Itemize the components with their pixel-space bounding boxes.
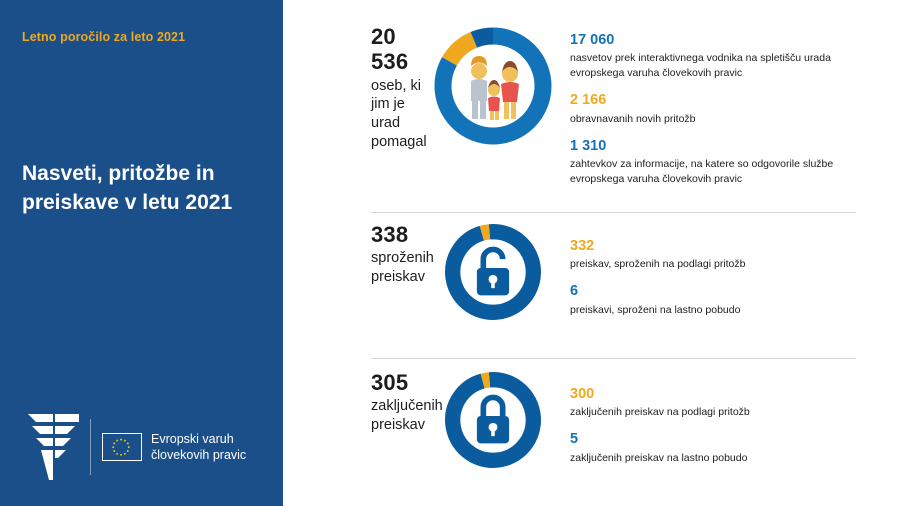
fact-value: 1 310	[570, 137, 607, 154]
fact-description: zaključenih preiskav na podlagi pritožb	[570, 406, 750, 419]
section-divider	[371, 358, 856, 359]
fact-description: preiskavi, sproženi na lastno pobudo	[570, 303, 741, 316]
fact-value: 6	[570, 283, 579, 300]
fact-description: zaključenih preiskav na lastno pobudo	[570, 451, 748, 464]
fact-value: 17 060	[570, 32, 615, 48]
stat-caption: sproženih preiskav	[371, 250, 434, 286]
fact-item	[570, 138, 880, 187]
ombudsman-logo-icon	[22, 410, 84, 484]
stat-left-1	[283, 24, 428, 152]
fact-description: zahtevkov za informacije, na katere so odgovorile službe evropskega varuha človekovih pravic	[570, 157, 834, 185]
stat-caption: zaključenih preiskav	[371, 398, 443, 434]
stat-section-opened-inquiries	[283, 222, 900, 347]
fact-item	[570, 238, 880, 272]
fact-item	[570, 32, 880, 81]
logo-text-line2: človekovih pravic	[151, 448, 247, 462]
facts-list-3	[558, 386, 900, 466]
stat-number: 338	[371, 222, 409, 247]
fact-description: nasvetov prek interaktivnega vodnika na spletišču urada evropskega varuha človekovih pravic	[570, 52, 831, 80]
logo-divider	[90, 419, 91, 475]
fact-description: preiskav, sproženih na podlagi pritožb	[570, 258, 746, 271]
fact-value: 300	[570, 386, 595, 402]
logo-text-line1: Evropski varuh	[151, 431, 234, 446]
fact-value: 5	[570, 431, 579, 448]
fact-value: 2 166	[570, 92, 607, 109]
closed-lock-donut-icon	[443, 370, 543, 470]
eu-flag-icon	[102, 433, 142, 461]
fact-value: 332	[570, 238, 595, 254]
stat-number: 305	[371, 370, 409, 395]
donut-chart-2	[428, 222, 558, 322]
left-panel	[0, 0, 283, 506]
stat-section-closed-inquiries	[283, 370, 900, 495]
logo-block	[22, 410, 246, 484]
stat-left-2	[283, 222, 434, 287]
facts-list-2	[558, 238, 900, 318]
fact-item	[570, 431, 880, 465]
donut-chart-3	[428, 370, 558, 470]
report-label: Letno poročilo za leto 2021	[22, 30, 186, 44]
fact-item	[570, 92, 880, 126]
stat-section-people-helped	[283, 24, 900, 209]
fact-item	[570, 283, 880, 317]
fact-description: obravnavanih novih pritožb	[570, 112, 696, 125]
fact-item	[570, 386, 880, 420]
family-donut-icon	[431, 24, 555, 148]
logo-text	[151, 431, 246, 464]
facts-list-1	[558, 32, 900, 187]
open-lock-donut-icon	[443, 222, 543, 322]
right-panel	[283, 0, 900, 506]
section-divider	[371, 212, 856, 213]
page-title: Nasveti, pritožbe in preiskave v letu 2021	[22, 162, 233, 214]
stat-number: 20 536	[371, 24, 409, 75]
donut-chart-1	[428, 24, 558, 148]
stat-caption: oseb, ki jim je urad pomagal	[371, 77, 427, 151]
stat-left-3	[283, 370, 443, 435]
